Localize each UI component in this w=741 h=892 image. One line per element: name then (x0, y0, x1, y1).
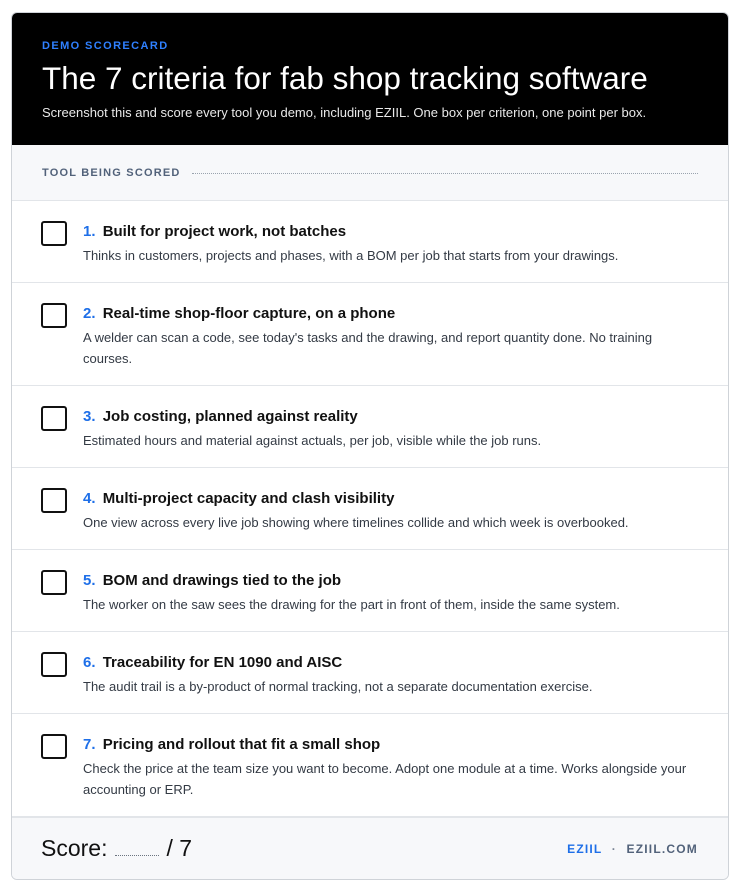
criterion-2-title-row (83, 305, 698, 323)
criterion-5-title-row (83, 572, 620, 590)
criterion-3-title-row (83, 408, 541, 426)
criterion-7-title-row (83, 736, 698, 754)
criterion-1 (12, 201, 728, 283)
criterion-3-description: Estimated hours and material against actuals, per job, visible while the job runs. (83, 433, 542, 448)
criterion-6 (12, 632, 728, 714)
criterion-4-title: Multi-project capacity and clash visibility (102, 490, 395, 507)
tool-name-field[interactable] (192, 173, 698, 174)
criterion-2-title: Real-time shop-floor capture, on a phone (102, 305, 396, 322)
criterion-6-checkbox[interactable] (41, 652, 67, 677)
score-total: / 7 (166, 835, 193, 861)
brand-name: EZIIL (567, 841, 603, 856)
criterion-1-description: Thinks in customers, projects and phases, with a BOM per job that starts from your drawings. (83, 248, 619, 263)
criterion-4 (12, 468, 728, 550)
criterion-2-checkbox[interactable] (41, 303, 67, 328)
scorecard (11, 12, 729, 880)
criterion-5-checkbox[interactable] (41, 570, 67, 595)
criterion-6-number: 6. (83, 654, 96, 671)
criterion-1-checkbox[interactable] (41, 221, 67, 246)
criterion-3-checkbox[interactable] (41, 406, 67, 431)
criterion-6-title: Traceability for EN 1090 and AISC (102, 654, 343, 671)
criterion-1-number: 1. (83, 223, 96, 240)
eyebrow-label: DEMO SCORECARD (42, 40, 169, 52)
criterion-4-checkbox[interactable] (41, 488, 67, 513)
score-line (41, 835, 192, 862)
criterion-7-number: 7. (83, 736, 96, 753)
criterion-5-number: 5. (83, 572, 96, 589)
criterion-3 (12, 386, 728, 468)
criterion-1-title-row (83, 223, 618, 241)
scorecard-header (12, 13, 728, 145)
criterion-3-number: 3. (83, 408, 96, 425)
criterion-2-number: 2. (83, 305, 96, 322)
score-field[interactable] (115, 855, 159, 856)
criterion-7 (12, 714, 728, 817)
score-label: Score: (41, 835, 108, 861)
tool-name-row (12, 145, 728, 201)
brand-url: EZIIL.COM (626, 841, 698, 856)
criterion-4-description: One view across every live job showing where timelines collide and which week is overbooked. (83, 515, 629, 530)
criterion-5-description: The worker on the saw sees the drawing for the part in front of them, inside the same system. (83, 597, 620, 612)
criterion-6-description: The audit trail is a by-product of normal tracking, not a separate documentation exercise. (83, 679, 593, 694)
brand-separator: · (611, 841, 617, 856)
criterion-6-title-row (83, 654, 592, 672)
scorecard-footer (12, 816, 728, 879)
brand-mark (567, 842, 698, 856)
criterion-2 (12, 283, 728, 386)
tool-name-label: TOOL BEING SCORED (42, 166, 181, 179)
criterion-4-number: 4. (83, 490, 96, 507)
criterion-1-title: Built for project work, not batches (102, 223, 347, 240)
criterion-5 (12, 550, 728, 632)
criterion-7-title: Pricing and rollout that fit a small shop (102, 736, 381, 753)
criterion-5-title: BOM and drawings tied to the job (102, 572, 342, 589)
criterion-4-title-row (83, 490, 629, 508)
page-subtitle: Screenshot this and score every tool you demo, including EZIIL. One box per criterion, one point per box. (42, 105, 647, 120)
criterion-3-title: Job costing, planned against reality (102, 408, 358, 425)
criterion-7-checkbox[interactable] (41, 734, 67, 759)
criterion-7-description: Check the price at the team size you want to become. Adopt one module at a time. Works alongside your accounting or ERP. (83, 761, 687, 797)
criterion-2-description: A welder can scan a code, see today's tasks and the drawing, and report quantity done. No training courses. (83, 330, 653, 366)
page-title: The 7 criteria for fab shop tracking software (42, 60, 648, 96)
